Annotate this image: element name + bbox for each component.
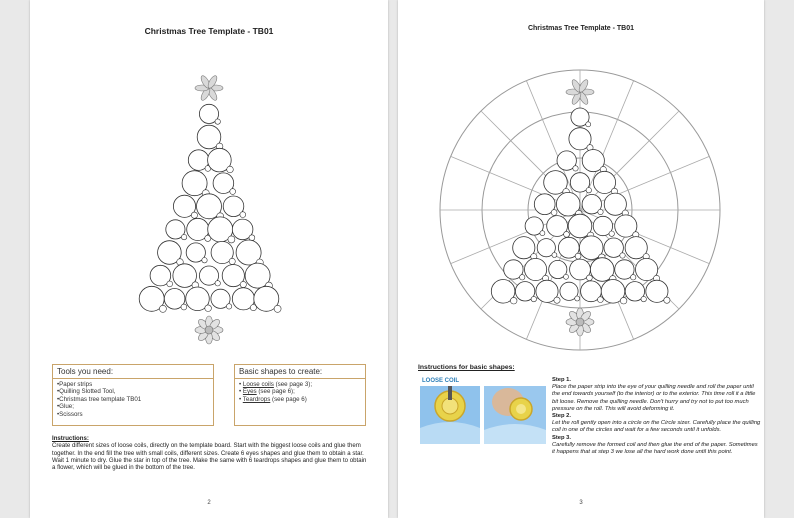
right-page: [398, 0, 764, 518]
shapes-list-item: [239, 388, 361, 395]
shapes-list-item: [239, 396, 361, 403]
small-coil-circle: [520, 275, 525, 280]
shapes-list-item: [239, 381, 361, 388]
teardrops-link[interactable]: Teardrops: [242, 395, 271, 403]
small-coil-circle: [587, 275, 593, 281]
page-number: 3: [579, 500, 583, 506]
small-coil-circle: [191, 212, 197, 218]
page-ref: (see page 3);: [273, 381, 313, 388]
loose-coils-link[interactable]: Loose coils: [242, 381, 274, 388]
loose-coil-label: LOOSE COIL: [422, 378, 460, 384]
step-text: Place the paper strip into the eye of your quilling needle and roll the paper until the end towards yourself (to the interior) or to the exterior. This time roll it a little bit loose. Remove the quilling needle. Don't hurry and try not to put too much pressure on the roll. This will avoid deforming it.: [552, 384, 756, 412]
small-coil-circle: [229, 258, 235, 264]
small-coil-circle: [551, 210, 557, 216]
page-ref: (see page 6): [270, 395, 307, 403]
small-coil-circle: [274, 305, 281, 312]
small-coil-circle: [240, 212, 246, 218]
tools-list-item: •Quilling Slotted Tool,: [57, 388, 116, 396]
step-block: [552, 413, 762, 435]
small-coil-circle: [202, 258, 207, 263]
bullet: •: [239, 381, 243, 388]
small-coil-circle: [573, 166, 578, 171]
small-coil-circle: [215, 281, 220, 286]
right-page-title: Christmas Tree Template - TB01: [527, 25, 635, 32]
page-ref: (see page 6);: [256, 388, 295, 396]
steps: [552, 377, 762, 456]
shapes-box: [234, 364, 366, 426]
small-coil-circle: [586, 188, 591, 193]
basic-shapes-heading: Instructions for basic shapes:: [418, 364, 515, 371]
small-coil-circle: [564, 231, 570, 237]
bullet: •: [239, 388, 243, 396]
small-coil-circle: [554, 297, 560, 303]
small-coil-circle: [531, 296, 536, 301]
step-heading: Step 1.: [552, 377, 572, 383]
flower-center-icon: [205, 326, 213, 334]
step-heading: Step 3.: [552, 434, 572, 441]
needle-icon: [448, 386, 452, 400]
tools-box: [52, 364, 214, 426]
small-coil-circle: [598, 209, 603, 214]
coil-center-icon: [516, 404, 526, 414]
tools-list-item: •Paper strips: [57, 381, 93, 388]
small-coil-circle: [664, 297, 670, 303]
small-coil-circle: [620, 253, 625, 258]
tools-list-item: •Glue;: [57, 403, 74, 411]
loose-coil-photo-illustration: [418, 376, 548, 446]
small-coil-circle: [228, 236, 235, 243]
shapes-box-heading: Basic shapes to create:: [235, 365, 365, 379]
instructions-heading: Instructions:: [52, 435, 89, 442]
left-page-title: Christmas Tree Template - TB01: [144, 26, 274, 36]
small-coil-circle: [181, 304, 187, 310]
step-text: Carefully remove the formed coil and then glue the end of the paper. Sometimes it happens that at step 3 we lose all the hard work done until this point.: [552, 441, 758, 456]
eyes-link[interactable]: Eyes: [242, 388, 257, 396]
bullet: •: [239, 395, 243, 403]
small-coil-circle: [540, 231, 545, 236]
tools-list-item: •Scissors: [57, 410, 83, 418]
small-coil-circle: [230, 189, 236, 195]
tools-box-heading: Tools you need:: [53, 365, 213, 379]
step-heading: Step 2.: [552, 413, 572, 420]
small-coil-circle: [215, 119, 220, 124]
circle-sizer-edge: [484, 424, 546, 444]
small-coil-circle: [226, 304, 231, 309]
christmas-tree-template: [30, 0, 388, 360]
left-page: [30, 0, 388, 518]
step-text: Let the roll gently open into a circle on the Circle sizer. Carefully place the quilling coil in one of the circles and wait for a few seconds until it unfolds.: [552, 420, 761, 434]
step-block: [552, 377, 762, 413]
page-number: 2: [207, 500, 211, 506]
small-coil-circle: [631, 275, 636, 280]
small-coil-circle: [586, 122, 591, 127]
info-boxes: [52, 364, 366, 428]
shapes-list: [235, 379, 365, 405]
small-coil-circle: [181, 234, 186, 239]
circle-sizer-template: [398, 0, 764, 360]
small-coil-circle: [598, 297, 604, 303]
step-block: [552, 435, 762, 457]
small-coil-circle: [167, 281, 173, 287]
small-coil-circle: [227, 166, 234, 173]
small-coil-circle: [510, 297, 517, 304]
small-coil-circle: [575, 296, 580, 301]
tools-list: [53, 379, 213, 420]
flower-center-icon: [576, 318, 584, 326]
small-coil-circle: [205, 305, 212, 312]
small-coil-circle: [564, 274, 569, 279]
circle-sizer-edge: [420, 422, 480, 444]
coil-center-icon: [442, 398, 458, 414]
small-coil-circle: [159, 305, 166, 312]
small-coil-circle: [641, 296, 646, 301]
instructions-text: Create different sizes of loose coils, directly on the template board. Start with the biggest loose coils and glue them together. In the end fill the tree with small coils, different sizes. Create 6 eyes shapes and glue them to obtain a star. Wait 1 minute to dry. Glue the star in top of the tree. Make the same with 6 teardrops shapes and glue them to obtain a flower, which will be glued in the bottom of the tree.: [52, 442, 367, 472]
small-coil-circle: [240, 281, 246, 287]
small-coil-circle: [620, 297, 627, 304]
small-coil-circle: [609, 231, 614, 236]
small-coil-circle: [575, 253, 581, 259]
small-coil-circle: [552, 253, 557, 258]
instructions: [52, 435, 368, 471]
tools-list-item: •Christmas tree template TB01: [57, 395, 142, 403]
loose-coil-photos: [418, 376, 548, 446]
